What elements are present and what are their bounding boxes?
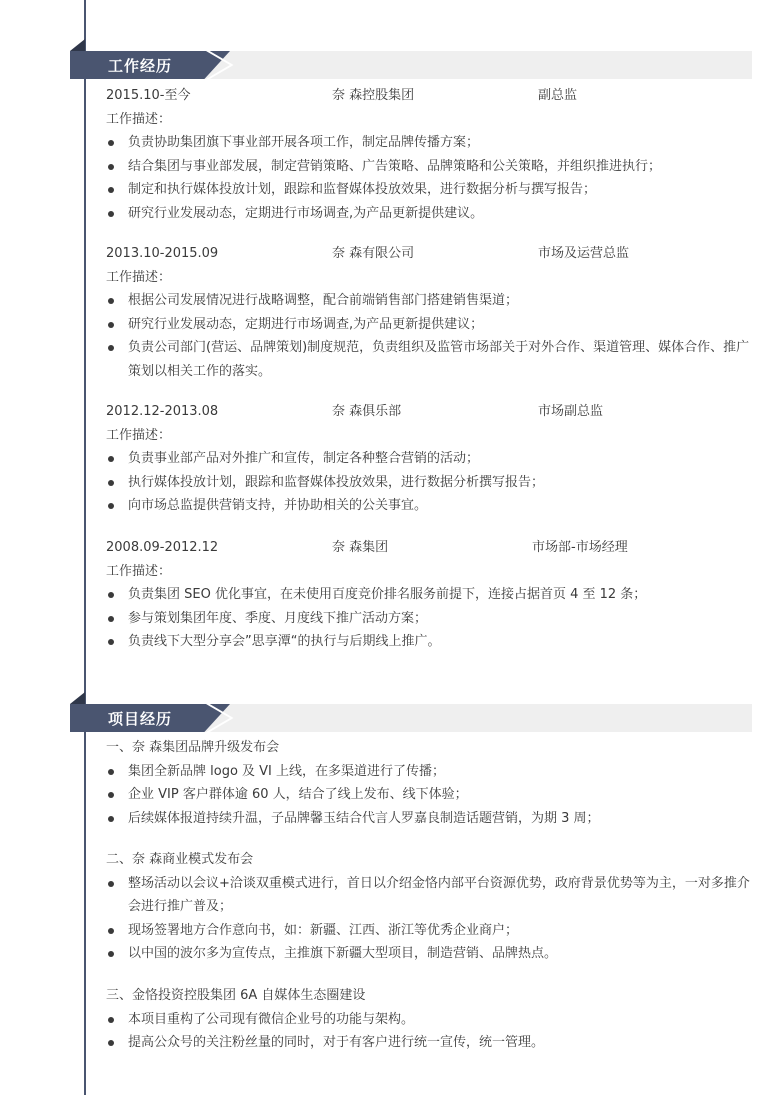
- list-item: 负责集团 SEO 优化事宜，在未使用百度竞价排名服务前提下，连接占据首页 4 至 12 条；: [106, 583, 754, 607]
- list-item: 以中国的波尔多为宣传点，主推旗下新疆大型项目，制造营销、品牌热点。: [106, 942, 754, 966]
- project-bullets: [106, 872, 754, 966]
- list-item: 负责事业部产品对外推广和宣传，制定各种整合营销的活动；: [106, 447, 754, 471]
- job-company: 奈 森控股集团: [332, 88, 415, 103]
- list-item: 制定和执行媒体投放计划，跟踪和监督媒体投放效果，进行数据分析与撰写报告；: [106, 178, 754, 202]
- job-bullets: [106, 583, 754, 654]
- header-notch: [70, 39, 85, 51]
- job-0: [106, 84, 754, 225]
- job-title: 市场部-市场经理: [532, 540, 628, 555]
- job-period: 2013.10-2015.09: [106, 246, 219, 261]
- list-item: 提高公众号的关注粉丝量的同时，对于有客户进行统一宣传，统一管理。: [106, 1031, 754, 1055]
- job-title: 市场副总监: [538, 404, 604, 419]
- work-section-header: [70, 51, 752, 79]
- list-item: 企业 VIP 客户群体逾 60 人，结合了线上发布、线下体验；: [106, 783, 754, 807]
- project-name: 一、奈 森集团品牌升级发布会: [106, 740, 280, 755]
- job-desc-label: 工作描述：: [106, 111, 172, 127]
- job-company: 奈 森有限公司: [332, 246, 415, 261]
- project-name: 二、奈 森商业模式发布会: [106, 852, 254, 867]
- timeline-line: [84, 0, 86, 1095]
- list-item: 参与策划集团年度、季度、月度线下推广活动方案；: [106, 607, 754, 631]
- job-bullets: [106, 289, 754, 383]
- job-title: 副总监: [538, 88, 578, 103]
- job-desc-label: 工作描述：: [106, 269, 172, 285]
- project-1: [106, 848, 754, 966]
- list-item: 现场签署地方合作意向书，如：新疆、江西、浙江等优秀企业商户；: [106, 919, 754, 943]
- job-head: [106, 400, 754, 424]
- section-title: 项目经历: [108, 710, 173, 728]
- project-bullets: [106, 760, 754, 831]
- list-item: 集团全新品牌 logo 及 VI 上线，在多渠道进行了传播；: [106, 760, 754, 784]
- job-head: [106, 242, 754, 266]
- project-0: [106, 736, 754, 830]
- list-item: 负责协助集团旗下事业部开展各项工作，制定品牌传播方案；: [106, 131, 754, 155]
- job-bullets: [106, 131, 754, 225]
- job-head: [106, 536, 754, 560]
- job-period: 2015.10-至今: [106, 88, 191, 103]
- job-desc-label: 工作描述：: [106, 427, 172, 443]
- list-item: 后续媒体报道持续升温，子品牌馨玉结合代言人罗嘉良制造话题营销，为期 3 周；: [106, 807, 754, 831]
- project-bullets: [106, 1008, 754, 1055]
- project-name: 三、金恪投资控股集团 6A 自媒体生态圈建设: [106, 988, 366, 1003]
- header-notch: [70, 692, 85, 704]
- job-title: 市场及运营总监: [538, 246, 630, 261]
- job-2: [106, 400, 754, 518]
- list-item: 研究行业发展动态，定期进行市场调查,为产品更新提供建议。: [106, 202, 754, 226]
- section-title: 工作经历: [108, 57, 173, 75]
- list-item: 整场活动以会议+洽谈双重模式进行，首日以介绍金恪内部平台资源优势，政府背景优势等为主，一对多推介会进行推广普及；: [106, 872, 754, 919]
- list-item: 向市场总监提供营销支持，并协助相关的公关事宜。: [106, 494, 754, 518]
- list-item: 本项目重构了公司现有微信企业号的功能与架构。: [106, 1008, 754, 1032]
- job-company: 奈 森集团: [332, 540, 389, 555]
- job-desc-label: 工作描述：: [106, 563, 172, 579]
- job-head: [106, 84, 754, 108]
- job-period: 2008.09-2012.12: [106, 540, 219, 555]
- list-item: 研究行业发展动态，定期进行市场调查,为产品更新提供建议；: [106, 313, 754, 337]
- list-item: 执行媒体投放计划，跟踪和监督媒体投放效果，进行数据分析撰写报告；: [106, 471, 754, 495]
- job-period: 2012.12-2013.08: [106, 404, 219, 419]
- job-1: [106, 242, 754, 383]
- project-2: [106, 984, 754, 1055]
- job-3: [106, 536, 754, 654]
- project-section-header: [70, 704, 752, 732]
- job-company: 奈 森俱乐部: [332, 404, 402, 419]
- list-item: 结合集团与事业部发展，制定营销策略、广告策略、品牌策略和公关策略，并组织推进执行；: [106, 155, 754, 179]
- list-item: 负责线下大型分享会”思享潭“的执行与后期线上推广。: [106, 630, 754, 654]
- list-item: 负责公司部门(营运、品牌策划)制度规范，负责组织及监管市场部关于对外合作、渠道管理、媒体合作、推广策划以相关工作的落实。: [106, 336, 754, 383]
- list-item: 根据公司发展情况进行战略调整，配合前端销售部门搭建销售渠道；: [106, 289, 754, 313]
- job-bullets: [106, 447, 754, 518]
